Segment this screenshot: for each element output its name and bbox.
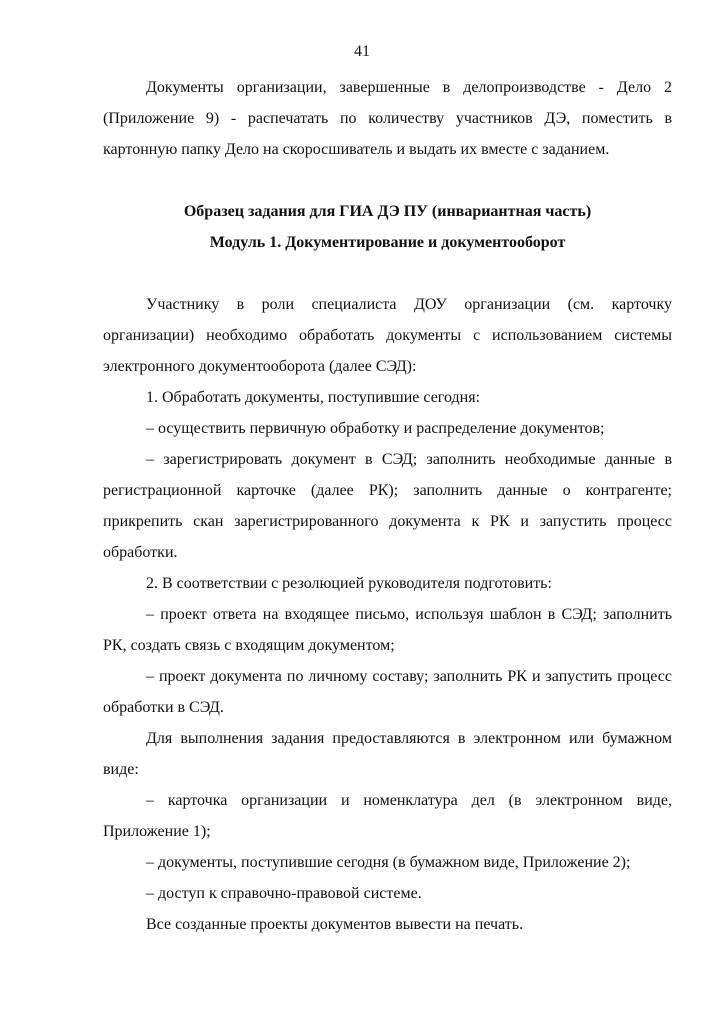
body-paragraph: 1. Обработать документы, поступившие сегодня: <box>146 389 481 406</box>
document-body <box>103 72 672 940</box>
page-number: 41 <box>354 43 370 60</box>
body-paragraph: 2. В соответствии с резолюцией руководителя подготовить: <box>146 575 552 592</box>
list-item: – проект документа по личному составу; заполнить РК и запустить процесс обработки в СЭД. <box>103 668 672 716</box>
spacer <box>103 258 672 289</box>
module-title: Модуль 1. Документирование и документооборот <box>209 234 566 251</box>
body-paragraph: Все созданные проекты документов вывести на печать. <box>146 916 524 933</box>
intro-paragraph: Документы организации, завершенные в делопроизводстве - Дело 2 (Приложение 9) - распечатать по количеству участников ДЭ, поместить в картонную папку Дело на скоросшиватель и выдать их вместе с заданием. <box>103 79 672 158</box>
section-title: Образец задания для ГИА ДЭ ПУ (инвариантная часть) <box>183 203 592 220</box>
body-paragraph: Участнику в роли специалиста ДОУ организации (см. карточку организации) необходимо обработать документы с использованием системы электронного документооборота (далее СЭД): <box>103 296 672 375</box>
list-item: – документы, поступившие сегодня (в бумажном виде, Приложение 2); <box>146 854 631 871</box>
list-item: – карточка организации и номенклатура дел (в электронном виде, Приложение 1); <box>103 792 672 840</box>
list-item: – проект ответа на входящее письмо, используя шаблон в СЭД; заполнить РК, создать связь с входящим документом; <box>103 606 672 654</box>
list-item: – доступ к справочно-правовой системе. <box>146 885 422 902</box>
spacer <box>103 165 672 196</box>
body-paragraph: Для выполнения задания предоставляются в электронном или бумажном виде: <box>103 730 672 778</box>
list-item: – зарегистрировать документ в СЭД; заполнить необходимые данные в регистрационной карточке (далее РК); заполнить данные о контрагенте; прикрепить скан зарегистрированного документа к РК и запустить процесс обработки. <box>103 451 672 561</box>
list-item: – осуществить первичную обработку и распределение документов; <box>146 420 605 437</box>
